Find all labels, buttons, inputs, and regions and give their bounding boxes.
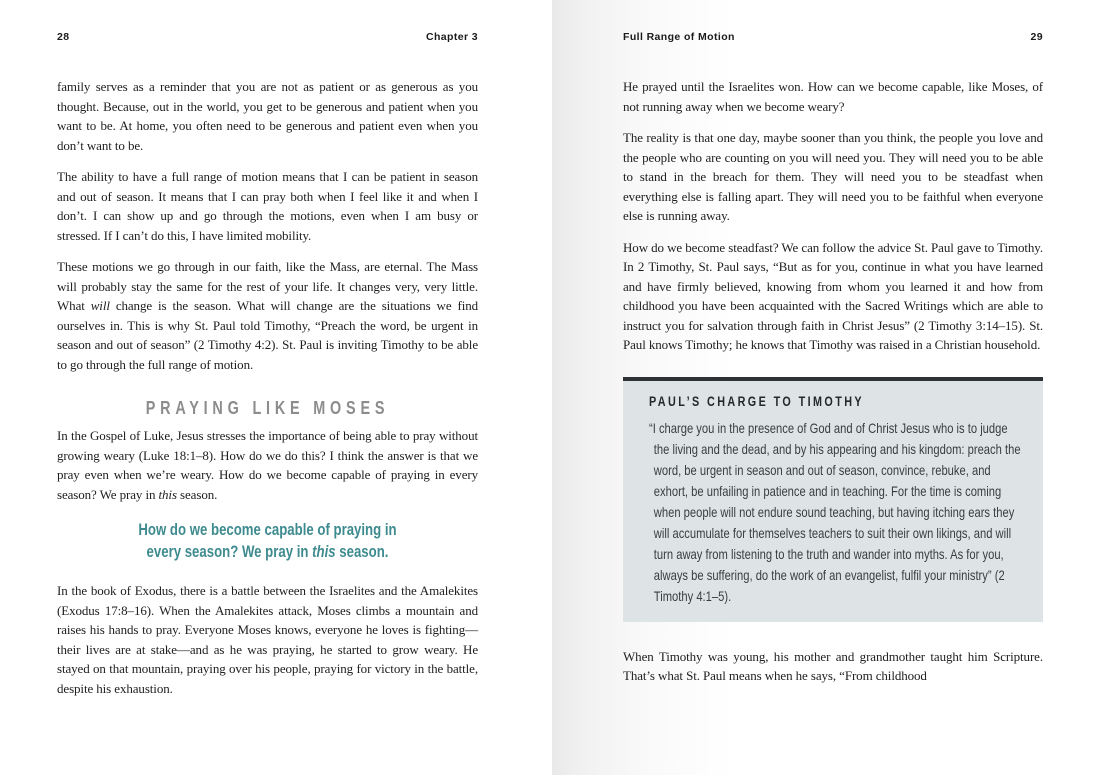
right-running-head [623,0,1043,45]
body-paragraph: How do we become steadfast? We can follow the advice St. Paul gave to Timothy. In 2 Timothy, St. Paul says, “But as for you, continue in what you have learned and have firmly believed, knowing from whom you learned it and how from childhood you have been acquainted with the Sacred Writings which are able to instruct you for salvation through faith in Christ Jesus” (2 Timothy 3:14–15). St. Paul knows Timothy; he knows that Timothy was raised in a Christian household. [623,239,1043,352]
section-heading-text: PRAYING LIKE MOSES [145,398,390,418]
callout-box [623,377,1043,622]
callout-title [649,394,1025,409]
body-paragraph: family serves as a reminder that you are not as patient or as generous as you thought. Because, out in the world, you get to be generous and patient when you want to be. At home, you often need to be generous and patient even when you don’t want to be. [57,79,478,153]
body-paragraph: In the Gospel of Luke, Jesus stresses the importance of being able to pray without growing weary (Luke 18:1–8). How do we do this? I think the answer is that we pray even when we’re weary. How do we become capable of praying in every season? We pray in this season. [57,428,478,502]
pull-quote-line: How do we become capable of praying in [138,521,397,539]
callout-title-text: PAUL’S CHARGE TO TIMOTHY [649,393,865,409]
right-page [552,0,1100,775]
callout-body [649,418,1025,607]
section-heading [57,398,478,419]
body-paragraph: He prayed until the Israelites won. How can we become capable, like Moses, of not running away when we become weary? [623,79,1043,114]
body-paragraph: In the book of Exodus, there is a battle between the Israelites and the Amalekites (Exodus 17:8–16). When the Amalekites attack, Moses climbs a mountain and raises his hands to pray. Everyone Moses knows, everyone he loves is fighting—their lives are at stake—and as he was praying, he started to grow weary. He stayed on that mountain, praying over his people, praying for victory in the battle, despite his exhaustion. [57,583,478,696]
left-running-head [57,0,478,45]
pull-quote [57,519,478,563]
left-chapter-label: Chapter 3 [425,31,478,43]
body-paragraph: When Timothy was young, his mother and grandmother taught him Scripture. That’s what St. Paul means when he says, “From childhood [623,648,1043,683]
body-paragraph: The reality is that one day, maybe sooner than you think, the people you love and the people who are counting on you will need you. They will need you to be able to stand in the breach for them. They will need you to be steadfast when everything else is falling apart. They will need you to be faithful when everyone else is running away. [623,130,1043,223]
left-page-number: 28 [57,31,70,43]
right-chapter-label: Full Range of Motion [623,31,735,43]
right-body [623,77,1043,686]
body-paragraph: The ability to have a full range of motion means that I can be patient in season and out of season. It means that I can pray both when I feel like it and when I don’t. I can show up and go through the motions, even when I am busy or stressed. If I can’t do this, I have limited mobility. [57,169,478,243]
body-paragraph: These motions we go through in our faith, like the Mass, are eternal. The Mass will probably stay the same for the rest of your life. It changes very, very little. What will change is the season. What will change are the situations we find ourselves in. This is why St. Paul told Timothy, “Preach the word, be urgent in season and out of season” (2 Timothy 4:2). St. Paul is inviting Timothy to be able to go through the full range of motion. [57,259,479,372]
callout-body-text: “I charge you in the presence of God and of Christ Jesus who is to judge the living and the dead, and by his appearing and his kingdom: preach the word, be urgent in season and out of season, convince, rebuke, and exhort, be unfailing in patience and in teaching. For the time is coming when people will not endure sound teaching, but having itching ears they will accumulate for themselves teachers to suit their own likings, and will turn away from listening to the truth and wander into myths. As for you, always be suffering, do the work of an evangelist, fulfil your ministry” (2 Timothy 4:1–5). [649,419,1021,604]
left-body [57,77,478,698]
right-page-number: 29 [1030,31,1043,43]
pull-quote-line: every season? We pray in this season. [146,543,389,561]
